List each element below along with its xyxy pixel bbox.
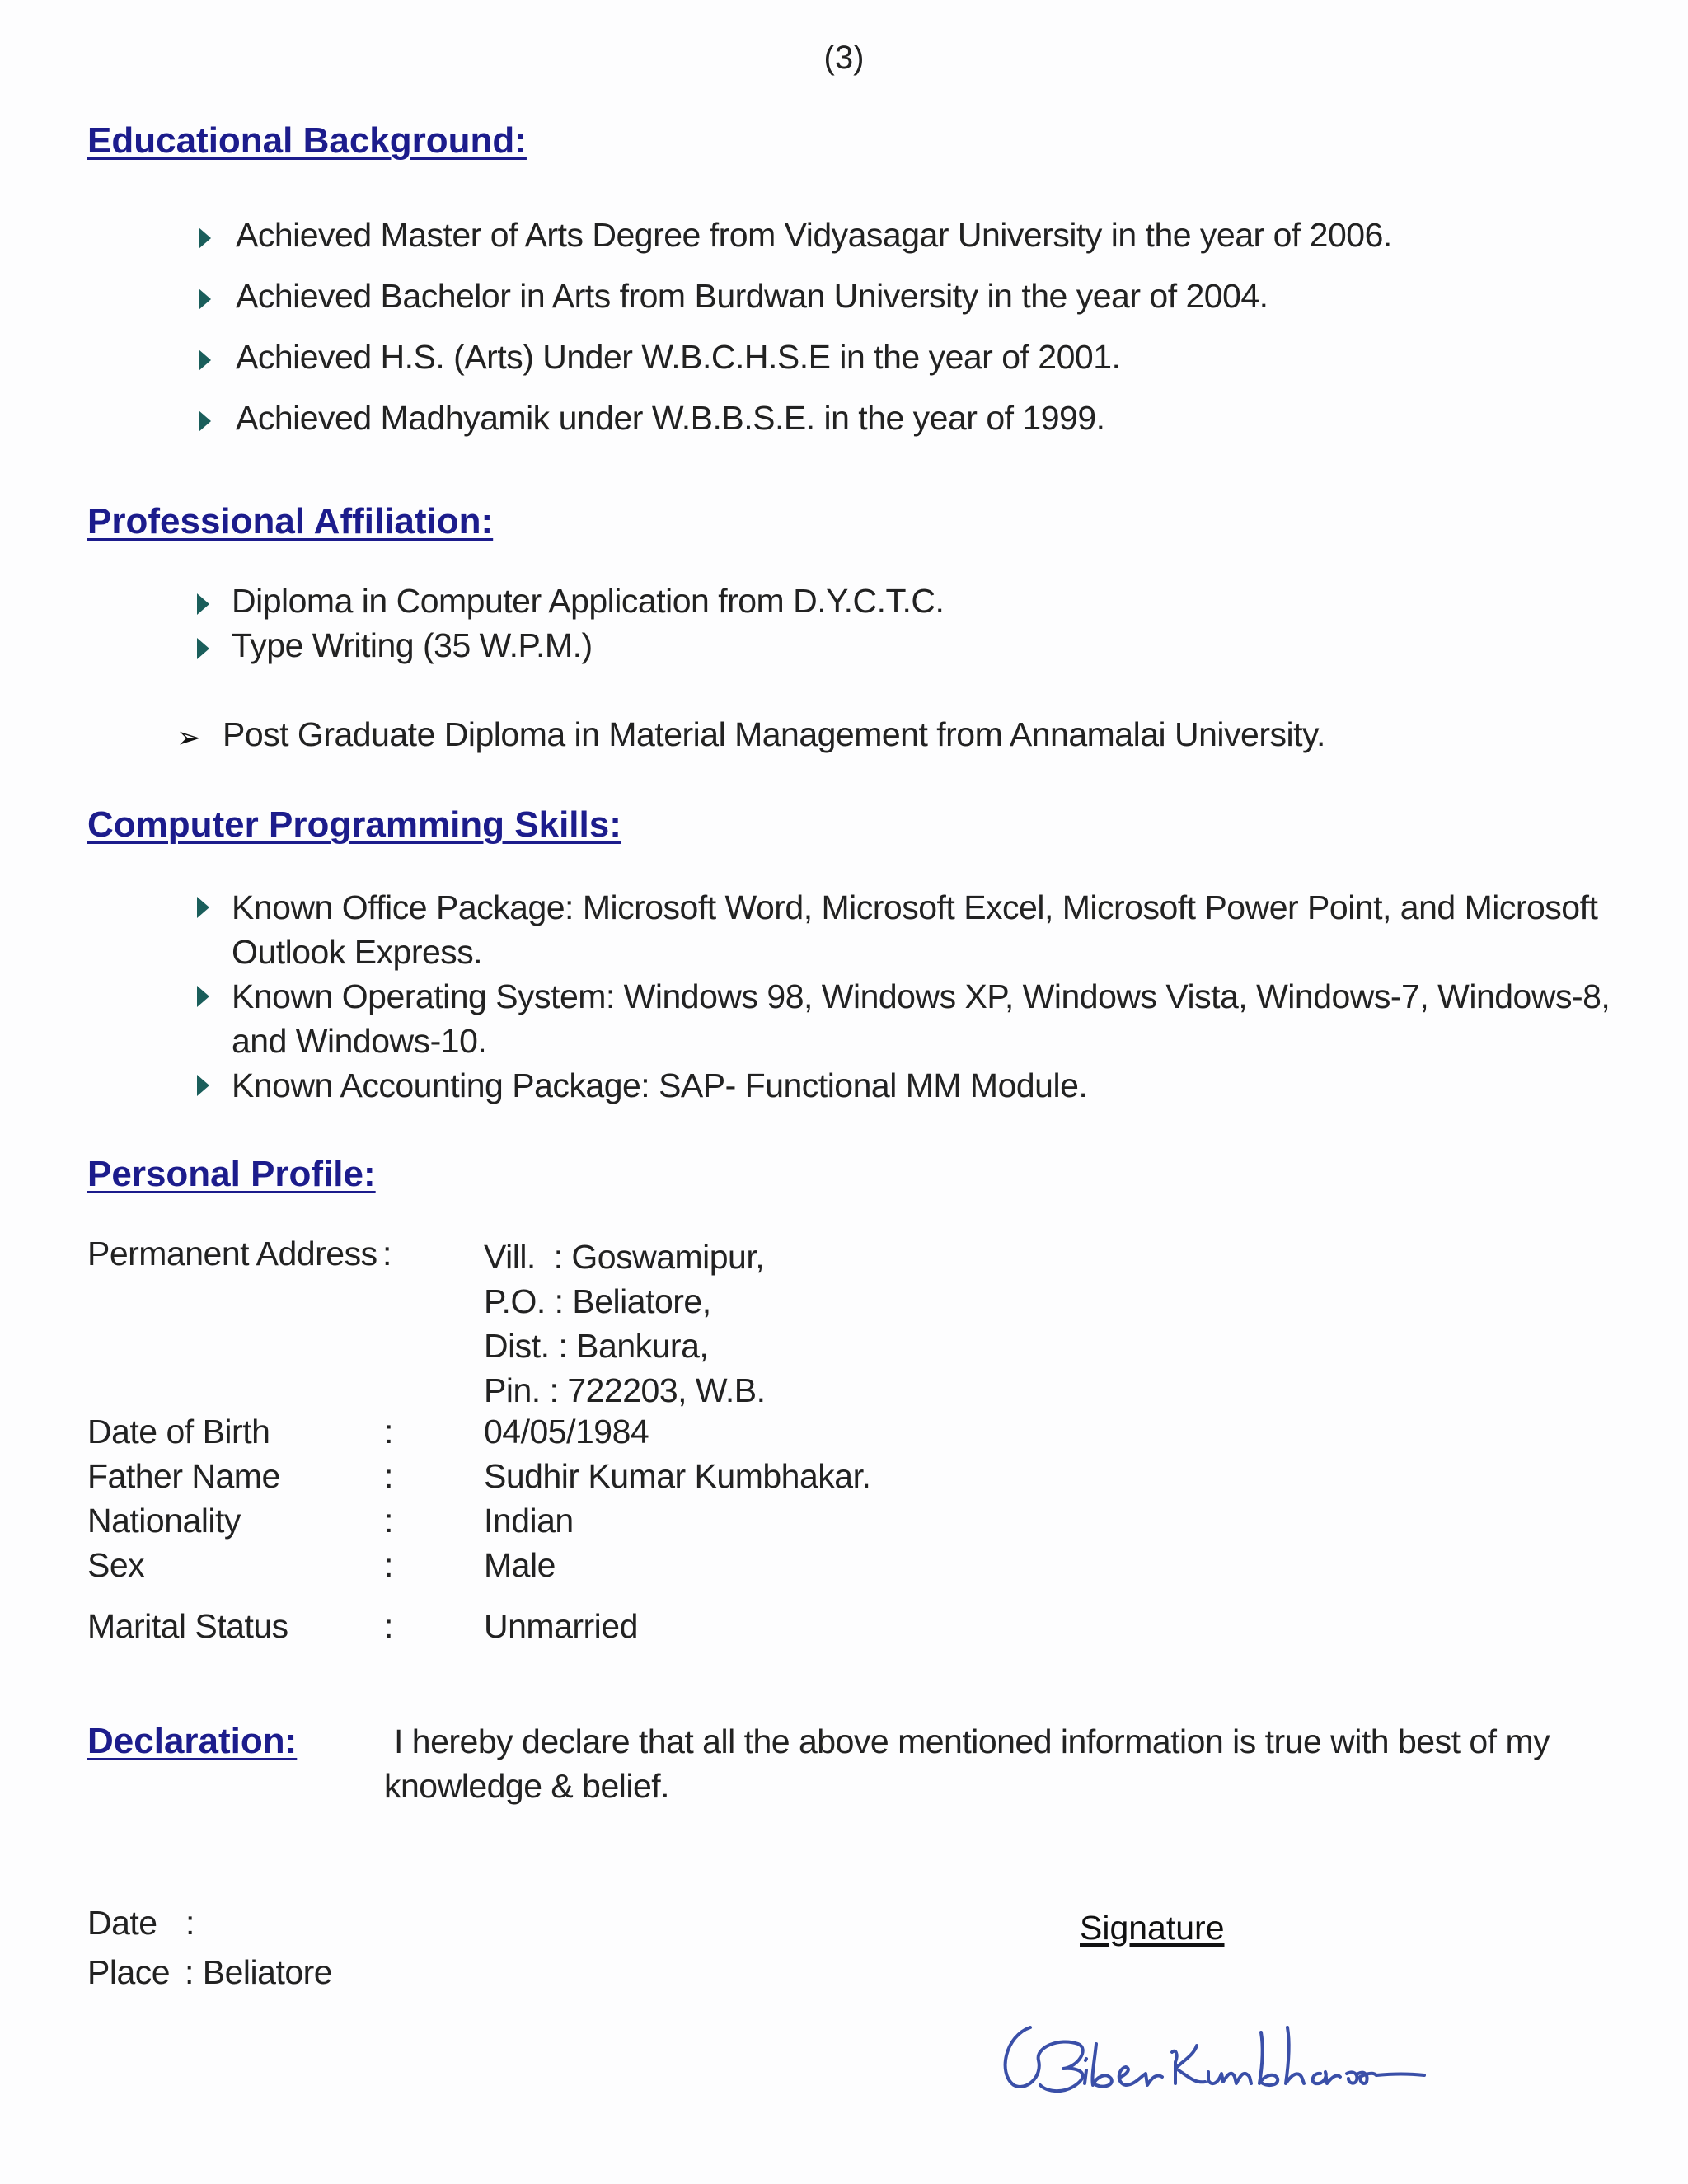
education-list [236,216,1392,460]
bullet-icon [199,410,211,432]
nationality-label: Nationality [87,1502,241,1540]
list-item-text-cont: Outlook Express. [232,933,483,971]
dob-colon: : [384,1413,393,1451]
affiliation-list [232,582,944,671]
marital-status-value: Unmarried [484,1607,638,1645]
list-item-text: Known Office Package: Microsoft Word, Microsoft Excel, Microsoft Power Point, and Microsoft [232,888,1598,926]
list-item-text: Known Accounting Package: SAP- Functional MM Module. [232,1066,1088,1104]
skills-heading: Computer Programming Skills: [87,804,621,845]
sex-label: Sex [87,1546,145,1584]
list-item-text: Achieved H.S. (Arts) Under W.B.C.H.S.E in the year of 2001. [236,338,1121,376]
marital-status-label: Marital Status [87,1607,288,1645]
place-label: Place [87,1953,171,1991]
affiliation-extra: Post Graduate Diploma in Material Management from Annamalai University. [223,715,1325,753]
bullet-icon [197,593,209,615]
declaration-text: I hereby declare that all the above mentioned information is true with best of my knowledge & belief. [384,1722,1550,1805]
arrow-bullet-icon: ➢ [176,720,202,754]
address-line: Vill. : Goswamipur, [484,1238,765,1276]
nationality-value: Indian [484,1502,574,1540]
bullet-icon [199,227,211,249]
place-value: : Beliatore [185,1953,333,1991]
list-item-text: Known Operating System: Windows 98, Windows XP, Windows Vista, Windows-7, Windows-8, [232,977,1611,1015]
bullet-icon [199,349,211,371]
date-label: Date [87,1904,157,1942]
dob-value: 04/05/1984 [484,1413,649,1451]
dob-label: Date of Birth [87,1413,270,1451]
education-heading: Educational Background: [87,120,527,161]
signature-heading: Signature [1080,1909,1225,1947]
affiliation-heading: Professional Affiliation: [87,501,494,541]
list-item [236,277,1392,338]
page-number: (3) [823,40,865,76]
address-colon: : [382,1235,392,1272]
father-name-colon: : [384,1457,393,1495]
address-label: Permanent Address [87,1235,377,1272]
list-item [232,974,1610,1063]
address-block [484,1235,765,1413]
sex-value: Male [484,1546,556,1584]
list-item [232,1063,1610,1108]
date-colon: : [185,1904,195,1942]
address-line: Dist. : Bankura, [484,1327,709,1365]
bullet-icon [199,288,211,310]
list-item-text: Achieved Master of Arts Degree from Vidyasagar University in the year of 2006. [236,216,1392,254]
nationality-colon: : [384,1502,393,1540]
address-line: Pin. : 722203, W.B. [484,1371,766,1409]
list-item [232,885,1610,974]
list-item [232,626,944,671]
sex-colon: : [384,1546,393,1584]
list-item-text: Achieved Madhyamik under W.B.B.S.E. in the year of 1999. [236,399,1105,437]
list-item [236,399,1392,460]
bullet-icon [197,986,209,1007]
skills-list [232,885,1610,1108]
list-item-text: Achieved Bachelor in Arts from Burdwan University in the year of 2004. [236,277,1268,315]
address-line: P.O. : Beliatore, [484,1282,711,1320]
list-item [232,582,944,626]
bullet-icon [197,897,209,918]
father-name-value: Sudhir Kumar Kumbhakar. [484,1457,871,1495]
father-name-label: Father Name [87,1457,280,1495]
bullet-icon [197,1075,209,1096]
marital-status-colon: : [384,1607,393,1645]
list-item [236,216,1392,277]
profile-heading: Personal Profile: [87,1154,376,1194]
declaration-heading: Declaration: [87,1721,298,1761]
list-item-text-cont: and Windows-10. [232,1022,487,1060]
bullet-icon [197,638,209,659]
list-item [236,338,1392,399]
list-item-text: Type Writing (35 W.P.M.) [232,626,593,664]
signature-image [981,1994,1426,2110]
list-item-text: Diploma in Computer Application from D.Y.C.T.C. [232,582,945,620]
